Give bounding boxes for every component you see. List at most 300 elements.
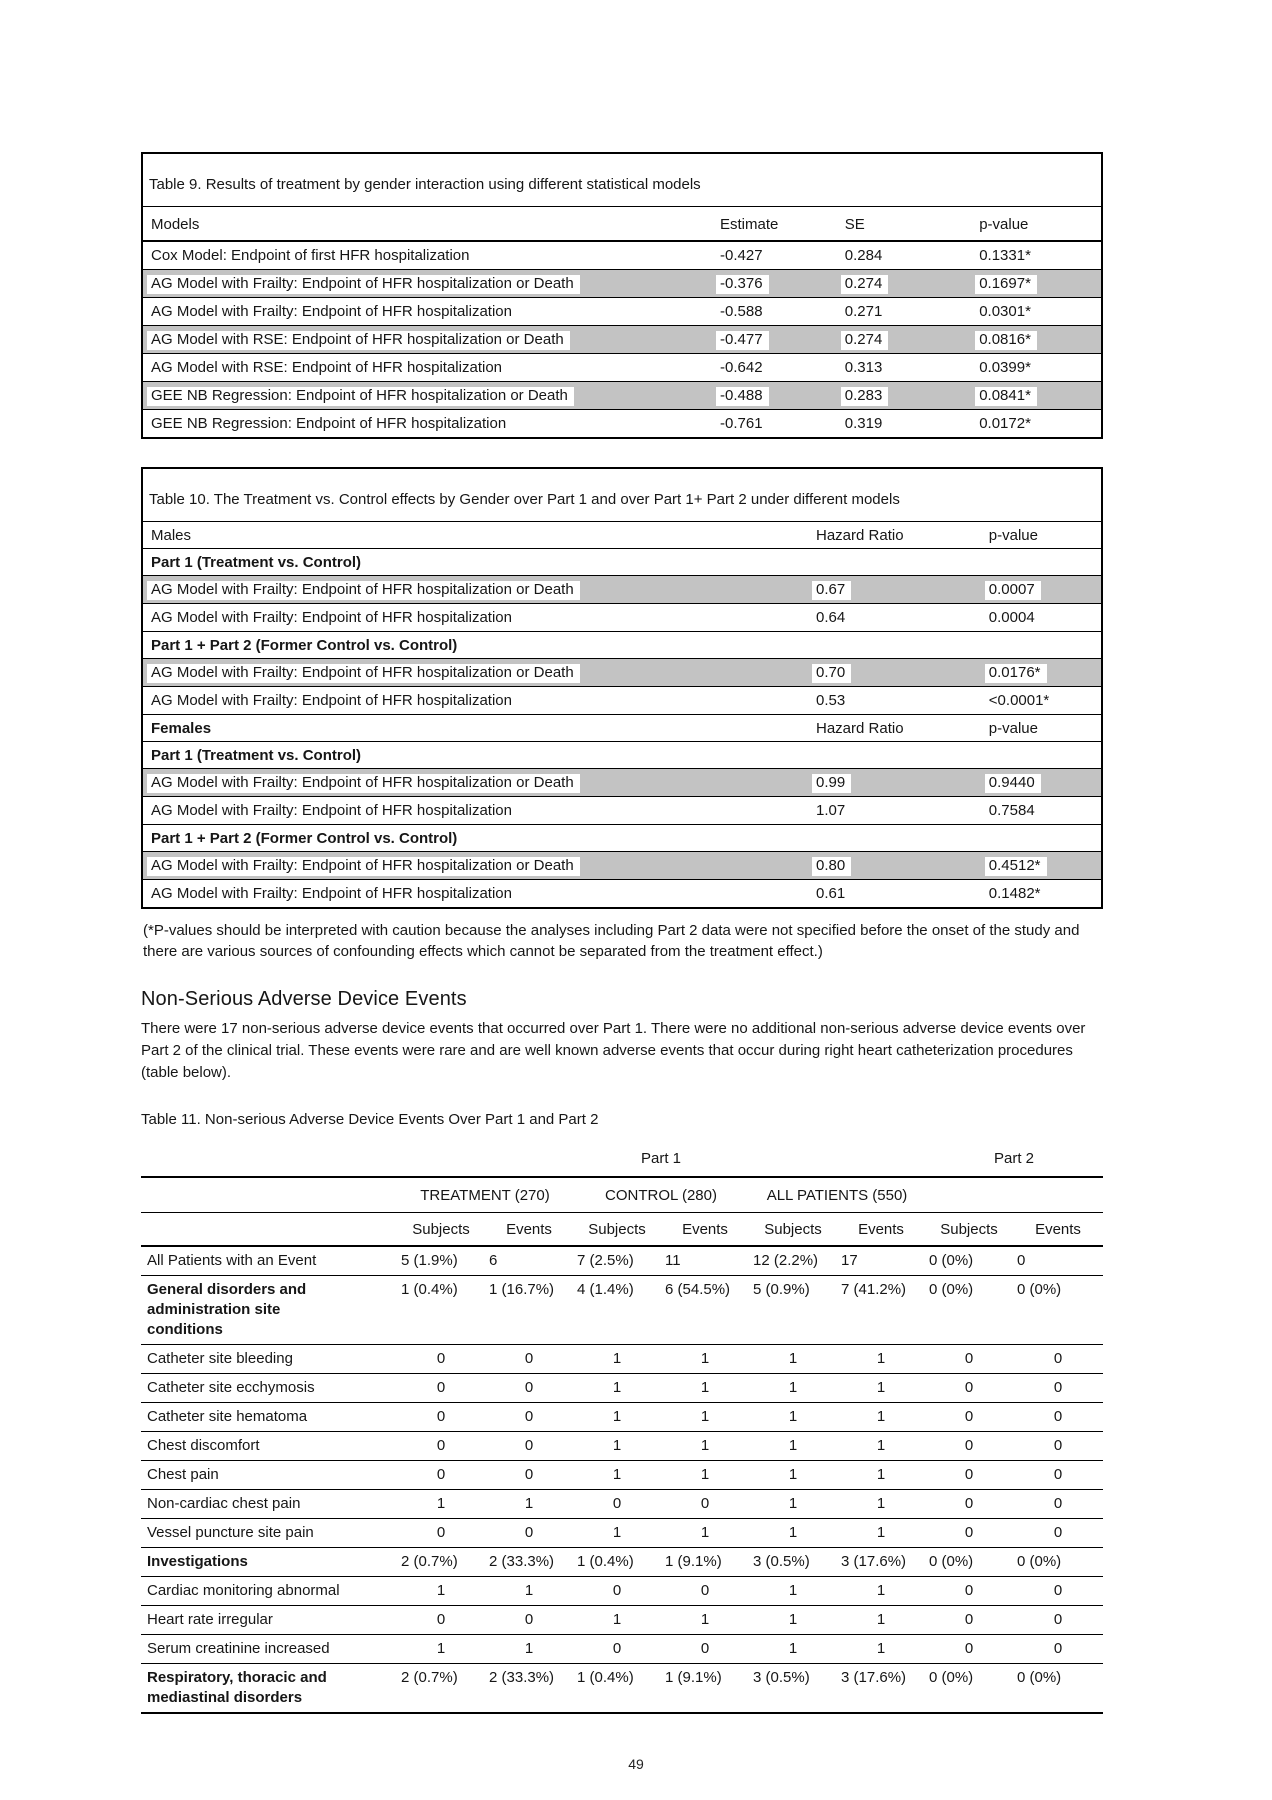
pvalue-cell [987,880,1102,909]
estimate-cell [718,410,843,439]
count-cell: 1 [837,1432,925,1461]
cell-text: 0.70 [812,664,851,683]
count-cell: 0 [397,1374,485,1403]
count-cell: 1 [397,1577,485,1606]
document-page [141,152,1103,1714]
count-cell: 2 (0.7%) [397,1664,485,1714]
count-cell: 0 [1013,1635,1103,1664]
model-cell [142,769,814,797]
count-cell: 4 (1.4%) [573,1276,661,1345]
count-cell: 1 [749,1403,837,1432]
cell-text: 0.0172* [979,415,1031,432]
table-9-header-row [142,207,1102,242]
count-cell: 0 [573,1577,661,1606]
model-cell [142,880,814,909]
event-label: Chest pain [141,1461,397,1490]
count-cell: 1 (0.4%) [573,1664,661,1714]
table-row [142,410,1102,439]
cell-text: AG Model with Frailty: Endpoint of HFR hospitalization [151,609,512,626]
count-cell: 0 [397,1606,485,1635]
count-cell: 0 [925,1577,1013,1606]
count-cell: 0 [1013,1519,1103,1548]
count-cell: 0 (0%) [925,1246,1013,1276]
cell-text: 0.274 [841,275,889,294]
model-cell [142,410,718,439]
count-cell: 0 [397,1461,485,1490]
count-cell: 0 [661,1577,749,1606]
control-group-header: CONTROL (280) [573,1177,749,1213]
count-cell: 0 [1013,1606,1103,1635]
cell-text: AG Model with Frailty: Endpoint of HFR hospitalization or Death [147,774,580,793]
se-cell [843,270,977,298]
count-cell: 0 [661,1635,749,1664]
estimate-cell [718,382,843,410]
gender-header-row [142,715,1102,742]
event-label: Catheter site hematoma [141,1403,397,1432]
section-label: Part 1 + Part 2 (Former Control vs. Control) [142,825,1102,852]
count-cell: 0 [661,1490,749,1519]
cell-text: AG Model with Frailty: Endpoint of HFR hospitalization or Death [147,275,580,294]
table-row [142,687,1102,715]
subjects-header: Subjects [925,1213,1013,1247]
cell-text: AG Model with Frailty: Endpoint of HFR hospitalization or Death [147,857,580,876]
count-cell: 1 (9.1%) [661,1664,749,1714]
count-cell: 0 (0%) [1013,1548,1103,1577]
count-cell: 11 [661,1246,749,1276]
table-row [141,1432,1103,1461]
se-cell [843,354,977,382]
empty-cell [141,1177,397,1213]
table-row [142,270,1102,298]
cell-text: 0.80 [812,857,851,876]
cell-text: 0.319 [844,415,883,432]
cell-text: AG Model with Frailty: Endpoint of HFR hospitalization or Death [147,664,580,683]
cell-text: 0.0176* [985,664,1047,683]
cell-text: 0.4512* [985,857,1047,876]
cell-text: -0.427 [720,247,763,264]
count-cell: 0 [1013,1403,1103,1432]
pvalue-cell [977,270,1102,298]
count-cell: 1 (0.4%) [397,1276,485,1345]
events-header: Events [1013,1213,1103,1247]
cell-text: -0.642 [720,359,763,376]
count-cell: 0 [485,1345,573,1374]
count-cell: 2 (33.3%) [485,1664,573,1714]
table-row [141,1606,1103,1635]
count-cell: 0 (0%) [1013,1664,1103,1714]
section-label: Part 1 (Treatment vs. Control) [142,742,1102,769]
cell-text: 0.271 [844,303,883,320]
event-label: General disorders and administration site conditions [141,1276,397,1345]
table-11-part-header-row [141,1143,1103,1177]
empty-cell [925,1177,1103,1213]
empty-cell [141,1143,397,1177]
count-cell: 1 [573,1403,661,1432]
all-patients-group-header: ALL PATIENTS (550) [749,1177,925,1213]
event-label: Non-cardiac chest pain [141,1490,397,1519]
count-cell: 0 [925,1490,1013,1519]
event-label: Vessel puncture site pain [141,1519,397,1548]
count-cell: 0 [397,1345,485,1374]
count-cell: 1 [749,1606,837,1635]
estimate-cell [718,298,843,326]
column-header-pvalue: p-value [977,207,1102,242]
count-cell: 2 (0.7%) [397,1548,485,1577]
table-row [141,1403,1103,1432]
count-cell: 1 [749,1490,837,1519]
events-header: Events [485,1213,573,1247]
cell-text: 0.1331* [979,247,1031,264]
page-number: 49 [628,1756,644,1772]
count-cell: 1 [485,1635,573,1664]
column-header-models: Models [142,207,718,242]
table-row [142,769,1102,797]
cell-text: 0.0007 [985,581,1041,600]
table-11 [141,1143,1103,1714]
cell-text: 0.0399* [979,359,1031,376]
event-label: Respiratory, thoracic and mediastinal disorders [141,1664,397,1714]
count-cell: 2 (33.3%) [485,1548,573,1577]
table-row [142,382,1102,410]
count-cell: 12 (2.2%) [749,1246,837,1276]
empty-cell [141,1213,397,1247]
count-cell: 3 (17.6%) [837,1664,925,1714]
count-cell: 0 [397,1403,485,1432]
pvalue-cell [987,687,1102,715]
count-cell: 0 [1013,1577,1103,1606]
count-cell: 5 (1.9%) [397,1246,485,1276]
subjects-header: Subjects [749,1213,837,1247]
count-cell: 17 [837,1246,925,1276]
section-row [142,632,1102,659]
se-cell [843,241,977,270]
count-cell: 0 [925,1519,1013,1548]
cell-text: GEE NB Regression: Endpoint of HFR hospitalization [151,415,507,432]
cell-text: 0.61 [816,885,846,902]
count-cell: 0 [1013,1374,1103,1403]
hazard-ratio-cell [814,852,987,880]
cell-text: -0.588 [720,303,763,320]
count-cell: 1 (16.7%) [485,1276,573,1345]
count-cell: 1 [837,1374,925,1403]
count-cell: 3 (0.5%) [749,1548,837,1577]
count-cell: 3 (0.5%) [749,1664,837,1714]
model-cell [142,659,814,687]
estimate-cell [718,270,843,298]
table-row [141,1276,1103,1345]
section-label: Part 1 + Part 2 (Former Control vs. Control) [142,632,1102,659]
count-cell: 1 [661,1345,749,1374]
column-header-estimate: Estimate [718,207,843,242]
gender-header-row [142,522,1102,549]
count-cell: 0 [397,1432,485,1461]
event-label: All Patients with an Event [141,1246,397,1276]
table-row [141,1548,1103,1577]
se-cell [843,298,977,326]
cell-text: 0.1697* [975,275,1037,294]
table-10-container [141,467,1103,909]
cell-text: AG Model with Frailty: Endpoint of HFR hospitalization [151,692,512,709]
count-cell: 1 (9.1%) [661,1548,749,1577]
pvalue-cell [977,410,1102,439]
table-9-container [141,152,1103,439]
model-cell [142,797,814,825]
pvalue-cell [977,326,1102,354]
count-cell: 1 [397,1490,485,1519]
cell-text: 0.53 [816,692,846,709]
cell-text: 0.7584 [988,802,1035,819]
count-cell: 1 [749,1461,837,1490]
cell-text: 1.07 [816,802,846,819]
pvalue-cell [987,797,1102,825]
section-row [142,742,1102,769]
count-cell: 0 [925,1606,1013,1635]
count-cell: 1 [573,1461,661,1490]
count-cell: 1 [837,1577,925,1606]
count-cell: 0 [1013,1432,1103,1461]
cell-text: 0.0841* [975,387,1037,406]
table-row [141,1490,1103,1519]
count-cell: 7 (41.2%) [837,1276,925,1345]
cell-text: 0.9440 [985,774,1041,793]
model-cell [142,852,814,880]
cell-text: 0.0004 [988,609,1035,626]
table-9-caption: Table 9. Results of treatment by gender interaction using different statistical models [142,153,1102,207]
table-10-caption-row [142,468,1102,522]
table-row [141,1374,1103,1403]
count-cell: 0 [573,1635,661,1664]
table-row [142,880,1102,909]
event-label: Serum creatinine increased [141,1635,397,1664]
count-cell: 1 [837,1519,925,1548]
table-row [141,1664,1103,1714]
cell-text: 0.99 [812,774,851,793]
count-cell: 0 (0%) [925,1548,1013,1577]
model-cell [142,270,718,298]
count-cell: 0 [925,1432,1013,1461]
cell-text: GEE NB Regression: Endpoint of HFR hospitalization or Death [147,387,574,406]
section-label: Part 1 (Treatment vs. Control) [142,549,1102,576]
count-cell: 0 [925,1403,1013,1432]
count-cell: 1 [661,1374,749,1403]
count-cell: 0 [1013,1246,1103,1276]
table-row [142,659,1102,687]
table-9-caption-row [142,153,1102,207]
cell-text: <0.0001* [988,692,1050,709]
model-cell [142,687,814,715]
count-cell: 6 [485,1246,573,1276]
count-cell: 0 [1013,1345,1103,1374]
model-cell [142,326,718,354]
table-row [142,604,1102,632]
count-cell: 1 [661,1519,749,1548]
count-cell: 0 [573,1490,661,1519]
count-cell: 1 [661,1403,749,1432]
hazard-ratio-cell [814,687,987,715]
model-cell [142,354,718,382]
table-10-caption: Table 10. The Treatment vs. Control effects by Gender over Part 1 and over Part 1+ Part 2 under different models [142,468,1102,522]
gender-label: Females [142,715,814,742]
count-cell: 1 [837,1461,925,1490]
estimate-cell [718,326,843,354]
count-cell: 1 [573,1345,661,1374]
cell-text: -0.477 [716,331,769,350]
pvalue-cell [987,852,1102,880]
table-11-subheader-row [141,1213,1103,1247]
pvalue-cell [977,241,1102,270]
table-row [142,797,1102,825]
count-cell: 1 [837,1403,925,1432]
table-row [141,1635,1103,1664]
cell-text: AG Model with Frailty: Endpoint of HFR hospitalization or Death [147,581,580,600]
gender-label: Males [142,522,814,549]
model-cell [142,298,718,326]
count-cell: 1 [749,1432,837,1461]
cell-text: 0.67 [812,581,851,600]
section-paragraph: There were 17 non-serious adverse device events that occurred over Part 1. There were no additional non-serious adverse device events over Part 2 of the clinical trial. These events were rare and are well known adverse events that occur during right heart catheterization procedures (table below). [141,1020,1086,1081]
table-row [142,298,1102,326]
count-cell: 0 (0%) [925,1664,1013,1714]
count-cell: 1 (0.4%) [573,1548,661,1577]
cell-text: -0.376 [716,275,769,294]
model-cell [142,241,718,270]
count-cell: 1 [837,1490,925,1519]
count-cell: 1 [661,1432,749,1461]
count-cell: 1 [661,1606,749,1635]
cell-text: AG Model with Frailty: Endpoint of HFR hospitalization [151,303,512,320]
hazard-ratio-cell [814,604,987,632]
table-9 [141,152,1103,439]
cell-text: 0.0816* [975,331,1037,350]
count-cell: 0 [925,1374,1013,1403]
count-cell: 6 (54.5%) [661,1276,749,1345]
pvalue-cell [987,659,1102,687]
count-cell: 1 [573,1606,661,1635]
count-cell: 1 [837,1635,925,1664]
pvalue-cell [977,354,1102,382]
count-cell: 0 (0%) [925,1276,1013,1345]
estimate-cell [718,241,843,270]
part-1-header: Part 1 [397,1143,925,1177]
cell-text: AG Model with Frailty: Endpoint of HFR hospitalization [151,885,512,902]
event-label: Investigations [141,1548,397,1577]
count-cell: 0 [485,1606,573,1635]
count-cell: 0 [925,1635,1013,1664]
count-cell: 1 [749,1635,837,1664]
count-cell: 1 [661,1461,749,1490]
table-row [142,852,1102,880]
se-cell [843,410,977,439]
column-header-se: SE [843,207,977,242]
table-row [142,576,1102,604]
count-cell: 1 [573,1432,661,1461]
section-heading: Non-Serious Adverse Device Events [141,988,467,1010]
cell-text: 0.64 [816,609,846,626]
pvalue-cell [987,769,1102,797]
hazard-ratio-cell [814,880,987,909]
table-row [141,1345,1103,1374]
count-cell: 7 (2.5%) [573,1246,661,1276]
hazard-ratio-header: Hazard Ratio [814,715,987,742]
cell-text: Cox Model: Endpoint of first HFR hospitalization [151,247,470,264]
cell-text: -0.761 [720,415,763,432]
count-cell: 1 [485,1490,573,1519]
pvalue-cell [987,576,1102,604]
hazard-ratio-cell [814,797,987,825]
pvalue-cell [977,382,1102,410]
count-cell: 1 [749,1345,837,1374]
table-row [141,1246,1103,1276]
pvalue-cell [977,298,1102,326]
events-header: Events [661,1213,749,1247]
cell-text: 0.284 [844,247,883,264]
count-cell: 0 [925,1345,1013,1374]
section-row [142,549,1102,576]
count-cell: 1 [749,1374,837,1403]
event-label: Catheter site ecchymosis [141,1374,397,1403]
cell-text: AG Model with Frailty: Endpoint of HFR hospitalization [151,802,512,819]
pvalue-header: p-value [987,715,1102,742]
cell-text: -0.488 [716,387,769,406]
count-cell: 1 [837,1606,925,1635]
table-row [142,354,1102,382]
subjects-header: Subjects [397,1213,485,1247]
count-cell: 1 [749,1519,837,1548]
treatment-group-header: TREATMENT (270) [397,1177,573,1213]
hazard-ratio-cell [814,769,987,797]
model-cell [142,382,718,410]
cell-text: AG Model with RSE: Endpoint of HFR hospitalization [151,359,502,376]
section-row [142,825,1102,852]
cell-text: 0.274 [841,331,889,350]
cell-text: 0.1482* [988,885,1041,902]
event-label: Chest discomfort [141,1432,397,1461]
table-row [141,1577,1103,1606]
cell-text: AG Model with RSE: Endpoint of HFR hospitalization or Death [147,331,570,350]
count-cell: 1 [573,1374,661,1403]
count-cell: 0 [485,1432,573,1461]
count-cell: 0 [485,1461,573,1490]
count-cell: 1 [837,1345,925,1374]
model-cell [142,604,814,632]
cell-text: 0.313 [844,359,883,376]
count-cell: 1 [397,1635,485,1664]
hazard-ratio-header: Hazard Ratio [814,522,987,549]
count-cell: 3 (17.6%) [837,1548,925,1577]
table-row [142,241,1102,270]
table-11-caption: Table 11. Non-serious Adverse Device Events Over Part 1 and Part 2 [141,1111,599,1128]
hazard-ratio-cell [814,576,987,604]
pvalue-footnote: (*P-values should be interpreted with caution because the analyses including Part 2 data were not specified before the onset of the study and there are various sources of confounding effects which cannot be separated from the treatment effect.) [143,922,1080,960]
count-cell: 0 [397,1519,485,1548]
count-cell: 1 [573,1519,661,1548]
event-label: Catheter site bleeding [141,1345,397,1374]
cell-text: 0.283 [841,387,889,406]
count-cell: 1 [485,1577,573,1606]
hazard-ratio-cell [814,659,987,687]
table-row [141,1519,1103,1548]
count-cell: 0 [1013,1490,1103,1519]
table-11-group-header-row [141,1177,1103,1213]
count-cell: 0 [925,1461,1013,1490]
events-header: Events [837,1213,925,1247]
subjects-header: Subjects [573,1213,661,1247]
part-2-header: Part 2 [925,1143,1103,1177]
event-label: Heart rate irregular [141,1606,397,1635]
event-label: Cardiac monitoring abnormal [141,1577,397,1606]
se-cell [843,326,977,354]
table-row [141,1461,1103,1490]
